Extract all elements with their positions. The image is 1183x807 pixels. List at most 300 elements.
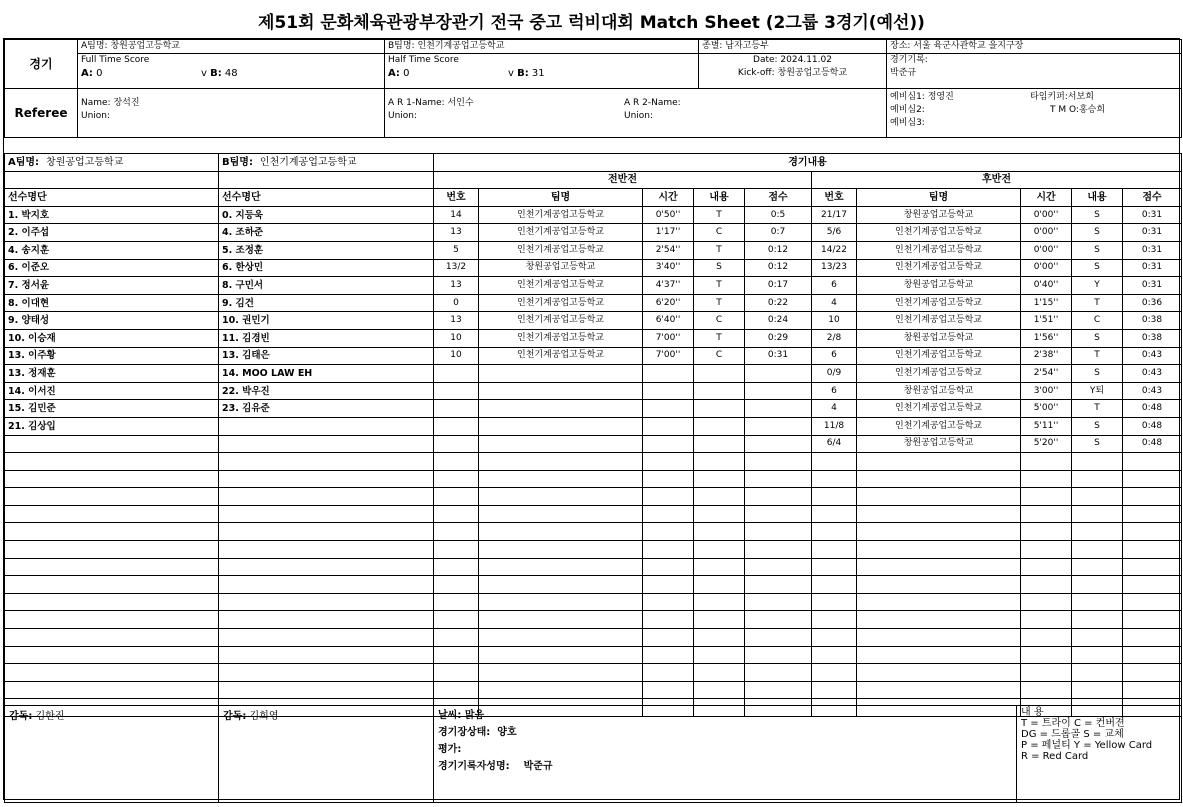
event-team	[479, 611, 643, 629]
event-team	[479, 681, 643, 699]
recorder-label: 경기기록:	[890, 55, 928, 65]
event-score	[745, 646, 812, 664]
player-b	[219, 505, 434, 523]
reserve-officials	[887, 89, 1182, 138]
event-team: 인천기계공업고등학교	[857, 365, 1021, 383]
evaluation-label: 평가:	[438, 744, 462, 755]
event-no	[434, 593, 479, 611]
player-a	[5, 611, 219, 629]
player-b	[219, 576, 434, 594]
event-score: 0:24	[745, 312, 812, 330]
player-b	[219, 453, 434, 471]
event-type	[1072, 593, 1123, 611]
event-time: 0'00''	[1021, 224, 1072, 242]
event-time: 0'50''	[643, 206, 694, 224]
ar1-name: A R 1-Name: 서인수	[388, 98, 474, 108]
team-a-header: A팀명: 창원공업고등학교	[78, 40, 385, 54]
event-time: 7'00''	[643, 347, 694, 365]
table-row	[5, 593, 1182, 611]
referee-name: Name: 장석진	[81, 98, 140, 108]
table-row	[5, 664, 1182, 682]
half-b-score: 31	[531, 68, 545, 79]
full-b-score: 48	[224, 68, 238, 79]
event-score	[1123, 629, 1182, 647]
event-team: 인천기계공업고등학교	[857, 312, 1021, 330]
event-score: 0:31	[1123, 241, 1182, 259]
legend-title: 내 용	[1021, 707, 1044, 718]
event-type: C	[694, 224, 745, 242]
conditions	[434, 706, 1017, 803]
event-no: 2/8	[812, 329, 857, 347]
event-time	[643, 576, 694, 594]
player-b	[219, 470, 434, 488]
event-score	[1123, 664, 1182, 682]
ar2-name: A R 2-Name:	[624, 98, 681, 108]
event-score	[745, 417, 812, 435]
event-team	[857, 488, 1021, 506]
event-type	[694, 365, 745, 383]
coach-a-label: 감독:	[9, 711, 33, 722]
event-time: 2'38''	[1021, 347, 1072, 365]
player-a: 1. 박지호	[5, 206, 219, 224]
event-no: 13	[434, 312, 479, 330]
event-no	[812, 558, 857, 576]
team-b-label: B팀명:	[222, 156, 253, 168]
table-row	[5, 505, 1182, 523]
event-no: 13	[434, 224, 479, 242]
event-team	[857, 611, 1021, 629]
event-time	[643, 382, 694, 400]
player-a: 9. 양태성	[5, 312, 219, 330]
event-no: 14/22	[812, 241, 857, 259]
event-type: S	[1072, 224, 1123, 242]
player-a: 2. 이주섭	[5, 224, 219, 242]
players-b-header: 선수명단	[219, 189, 434, 207]
event-time: 6'20''	[643, 294, 694, 312]
event-score	[745, 470, 812, 488]
event-score: 0:38	[1123, 329, 1182, 347]
event-team: 인천기계공업고등학교	[857, 294, 1021, 312]
referee-cell	[78, 89, 385, 138]
event-type: Y퇴	[1072, 382, 1123, 400]
event-time: 5'00''	[1021, 400, 1072, 418]
event-team	[479, 558, 643, 576]
event-type	[1072, 488, 1123, 506]
player-b	[219, 523, 434, 541]
team-b-cell	[219, 154, 434, 172]
event-no	[812, 611, 857, 629]
event-type: T	[694, 329, 745, 347]
player-a	[5, 488, 219, 506]
ar1-union: Union:	[388, 111, 418, 121]
event-time	[1021, 593, 1072, 611]
table-row	[5, 611, 1182, 629]
event-score: 0:31	[1123, 277, 1182, 295]
table-row	[5, 629, 1182, 647]
table-row	[5, 453, 1182, 471]
table-row	[5, 294, 1182, 312]
event-score	[745, 382, 812, 400]
player-b	[219, 541, 434, 559]
event-time	[643, 488, 694, 506]
player-b: 9. 김건	[219, 294, 434, 312]
recorder-sign: 박준규	[523, 761, 553, 772]
event-score	[1123, 681, 1182, 699]
event-time: 2'54''	[643, 241, 694, 259]
event-team	[479, 576, 643, 594]
table-row	[5, 312, 1182, 330]
event-no: 0	[434, 294, 479, 312]
event-time: 5'20''	[1021, 435, 1072, 453]
player-b	[219, 646, 434, 664]
assistant-referees	[385, 89, 887, 138]
event-time	[1021, 470, 1072, 488]
event-no: 13/2	[434, 259, 479, 277]
player-b: 22. 박우진	[219, 382, 434, 400]
event-score: 0:31	[745, 347, 812, 365]
event-type	[694, 523, 745, 541]
col-type: 내용	[1072, 189, 1123, 207]
event-score: 0:22	[745, 294, 812, 312]
player-b	[219, 417, 434, 435]
coach-a-name: 김한진	[35, 711, 65, 722]
legend-line-4: R = Red Card	[1021, 751, 1089, 762]
event-type	[1072, 523, 1123, 541]
event-team: 인천기계공업고등학교	[857, 400, 1021, 418]
event-team: 창원공업고등학교	[857, 206, 1021, 224]
table-row	[5, 523, 1182, 541]
event-type	[1072, 558, 1123, 576]
player-a: 13. 이주황	[5, 347, 219, 365]
player-b	[219, 681, 434, 699]
category: 종별: 남자고등부	[699, 40, 887, 54]
event-time	[643, 681, 694, 699]
event-score	[745, 629, 812, 647]
event-type	[694, 681, 745, 699]
event-no	[812, 523, 857, 541]
event-team: 창원공업고등학교	[857, 435, 1021, 453]
full-a-score: 0	[96, 68, 103, 79]
event-score	[745, 400, 812, 418]
col-score: 점수	[745, 189, 812, 207]
event-no	[434, 400, 479, 418]
recorder-cell	[887, 54, 1182, 89]
event-time	[1021, 646, 1072, 664]
event-no: 10	[812, 312, 857, 330]
event-score	[1123, 593, 1182, 611]
full-time-score: Full Time Score A: 0 v B: 48	[78, 54, 385, 89]
event-time	[643, 523, 694, 541]
event-type: T	[694, 277, 745, 295]
player-a: 10. 이승재	[5, 329, 219, 347]
player-a	[5, 664, 219, 682]
event-team	[479, 382, 643, 400]
match-date: Date: 2024.11.02	[753, 55, 832, 65]
event-no	[434, 382, 479, 400]
event-no: 10	[434, 329, 479, 347]
event-type	[694, 629, 745, 647]
team-a-name: 창원공업고등학교	[46, 156, 124, 168]
table-row	[5, 329, 1182, 347]
event-no	[434, 664, 479, 682]
legend-line-3: P = 페널티 Y = Yellow Card	[1021, 740, 1153, 751]
event-score: 0:43	[1123, 365, 1182, 383]
player-a: 15. 김민준	[5, 400, 219, 418]
event-team	[479, 505, 643, 523]
event-type: S	[1072, 417, 1123, 435]
field-label: 경기장상태:	[438, 727, 491, 738]
event-score	[745, 593, 812, 611]
full-time-label: Full Time Score	[81, 55, 150, 65]
event-time	[643, 435, 694, 453]
event-team	[479, 365, 643, 383]
player-a	[5, 470, 219, 488]
event-team	[857, 558, 1021, 576]
event-time	[1021, 488, 1072, 506]
event-type	[1072, 629, 1123, 647]
legend	[1017, 706, 1182, 803]
event-time	[643, 365, 694, 383]
player-a: 7. 정서윤	[5, 277, 219, 295]
player-a	[5, 505, 219, 523]
event-team	[479, 523, 643, 541]
event-no	[434, 365, 479, 383]
event-score: 0:7	[745, 224, 812, 242]
event-type: T	[694, 241, 745, 259]
coach-b-name: 김희영	[249, 711, 279, 722]
event-score	[745, 505, 812, 523]
player-a	[5, 593, 219, 611]
event-type	[694, 611, 745, 629]
event-score	[1123, 541, 1182, 559]
event-type: S	[1072, 206, 1123, 224]
event-time: 3'40''	[643, 259, 694, 277]
player-a	[5, 523, 219, 541]
event-team	[857, 593, 1021, 611]
event-no: 6	[812, 347, 857, 365]
event-team: 창원공업고등학교	[857, 329, 1021, 347]
event-score	[745, 611, 812, 629]
event-no	[812, 453, 857, 471]
col-type: 내용	[694, 189, 745, 207]
reserve-2: 예비심2:	[890, 105, 925, 115]
event-team: 인천기계공업고등학교	[857, 241, 1021, 259]
player-b	[219, 593, 434, 611]
coach-b	[219, 706, 434, 803]
event-type	[694, 541, 745, 559]
event-time: 1'51''	[1021, 312, 1072, 330]
players-a-header: 선수명단	[5, 189, 219, 207]
match-sheet	[3, 38, 1180, 800]
event-score	[745, 664, 812, 682]
event-time	[643, 417, 694, 435]
event-no	[812, 505, 857, 523]
event-score	[1123, 488, 1182, 506]
event-type	[694, 488, 745, 506]
event-score: 0:38	[1123, 312, 1182, 330]
player-b	[219, 629, 434, 647]
col-team: 팀명	[857, 189, 1021, 207]
event-score: 0:43	[1123, 382, 1182, 400]
event-type	[1072, 453, 1123, 471]
event-team	[479, 646, 643, 664]
event-time	[1021, 558, 1072, 576]
half-b-label: B:	[517, 68, 529, 79]
event-type	[694, 470, 745, 488]
event-score: 0:36	[1123, 294, 1182, 312]
second-half-header: 후반전	[812, 171, 1182, 189]
event-time: 7'00''	[643, 329, 694, 347]
table-row	[5, 259, 1182, 277]
event-team: 창원공업고등학교	[479, 259, 643, 277]
event-no: 21/17	[812, 206, 857, 224]
table-row	[5, 576, 1182, 594]
player-a: 13. 정재훈	[5, 365, 219, 383]
player-a: 21. 김상입	[5, 417, 219, 435]
player-a	[5, 435, 219, 453]
event-team	[857, 505, 1021, 523]
recorder-sign-label: 경기기록자성명:	[438, 761, 510, 772]
event-team	[857, 541, 1021, 559]
event-type: S	[694, 259, 745, 277]
event-no	[434, 505, 479, 523]
event-type: T	[1072, 294, 1123, 312]
half-time-score: Half Time Score A: 0 v B: 31	[385, 54, 699, 89]
event-no	[434, 488, 479, 506]
event-score: 0:31	[1123, 259, 1182, 277]
event-team: 인천기계공업고등학교	[479, 241, 643, 259]
event-time: 4'37''	[643, 277, 694, 295]
reserve-1: 예비심1: 정영진	[890, 92, 954, 102]
table-row	[5, 277, 1182, 295]
event-team	[857, 453, 1021, 471]
event-type	[694, 558, 745, 576]
player-b: 8. 구민서	[219, 277, 434, 295]
event-team: 인천기계공업고등학교	[479, 294, 643, 312]
event-team	[857, 470, 1021, 488]
event-team	[479, 417, 643, 435]
event-time	[643, 611, 694, 629]
event-type: S	[1072, 435, 1123, 453]
event-no: 6	[812, 382, 857, 400]
player-b: 14. MOO LAW EH	[219, 365, 434, 383]
event-time: 0'00''	[1021, 241, 1072, 259]
event-no	[812, 593, 857, 611]
event-time: 3'00''	[1021, 382, 1072, 400]
event-no	[434, 646, 479, 664]
event-score	[1123, 611, 1182, 629]
event-time: 6'40''	[643, 312, 694, 330]
event-score: 0:12	[745, 241, 812, 259]
event-no: 6	[812, 277, 857, 295]
event-type	[694, 593, 745, 611]
event-team	[479, 541, 643, 559]
event-team: 인천기계공업고등학교	[857, 224, 1021, 242]
event-score	[1123, 505, 1182, 523]
event-type: Y	[1072, 277, 1123, 295]
event-no: 4	[812, 400, 857, 418]
player-a	[5, 646, 219, 664]
event-type: T	[1072, 347, 1123, 365]
event-time	[1021, 681, 1072, 699]
event-team	[479, 664, 643, 682]
event-team: 인천기계공업고등학교	[479, 312, 643, 330]
event-score: 0:48	[1123, 435, 1182, 453]
player-a	[5, 541, 219, 559]
event-time: 1'15''	[1021, 294, 1072, 312]
event-time: 0'40''	[1021, 277, 1072, 295]
event-time	[643, 470, 694, 488]
event-type: T	[1072, 400, 1123, 418]
field-condition: 양호	[497, 727, 517, 738]
event-no	[434, 417, 479, 435]
event-no	[434, 435, 479, 453]
event-time	[1021, 523, 1072, 541]
player-a: 6. 이준오	[5, 259, 219, 277]
event-type: C	[1072, 312, 1123, 330]
team-a-label: A팀명:	[8, 156, 40, 168]
event-score: 0:48	[1123, 400, 1182, 418]
event-no: 13/23	[812, 259, 857, 277]
event-no	[434, 558, 479, 576]
event-time: 2'54''	[1021, 365, 1072, 383]
event-type: C	[694, 312, 745, 330]
player-b	[219, 664, 434, 682]
event-no: 14	[434, 206, 479, 224]
event-no: 13	[434, 277, 479, 295]
event-team: 창원공업고등학교	[857, 277, 1021, 295]
event-score	[745, 576, 812, 594]
event-score: 0:17	[745, 277, 812, 295]
player-b: 11. 김경빈	[219, 329, 434, 347]
event-score	[1123, 646, 1182, 664]
ar2-union: Union:	[624, 111, 654, 121]
event-score	[745, 523, 812, 541]
event-type	[694, 453, 745, 471]
event-team	[857, 576, 1021, 594]
full-a-label: A:	[81, 68, 93, 79]
event-no	[812, 488, 857, 506]
event-time	[1021, 664, 1072, 682]
event-no	[812, 576, 857, 594]
coach-b-label: 감독:	[223, 711, 247, 722]
event-type	[694, 576, 745, 594]
event-no	[434, 470, 479, 488]
event-time	[643, 646, 694, 664]
event-score	[745, 453, 812, 471]
coach-a	[5, 706, 219, 803]
event-time: 0'00''	[1021, 206, 1072, 224]
col-team: 팀명	[479, 189, 643, 207]
reserve-3: 예비심3:	[890, 118, 925, 128]
event-type	[1072, 470, 1123, 488]
event-no	[434, 541, 479, 559]
event-time	[1021, 576, 1072, 594]
event-no	[812, 681, 857, 699]
player-b	[219, 558, 434, 576]
event-time	[643, 558, 694, 576]
table-row	[5, 488, 1182, 506]
referee-label: Referee	[5, 89, 78, 138]
event-type	[1072, 505, 1123, 523]
player-a: 14. 이서진	[5, 382, 219, 400]
event-no: 6/4	[812, 435, 857, 453]
table-row	[5, 206, 1182, 224]
player-a	[5, 558, 219, 576]
event-team	[857, 646, 1021, 664]
event-time	[643, 453, 694, 471]
event-team	[479, 435, 643, 453]
